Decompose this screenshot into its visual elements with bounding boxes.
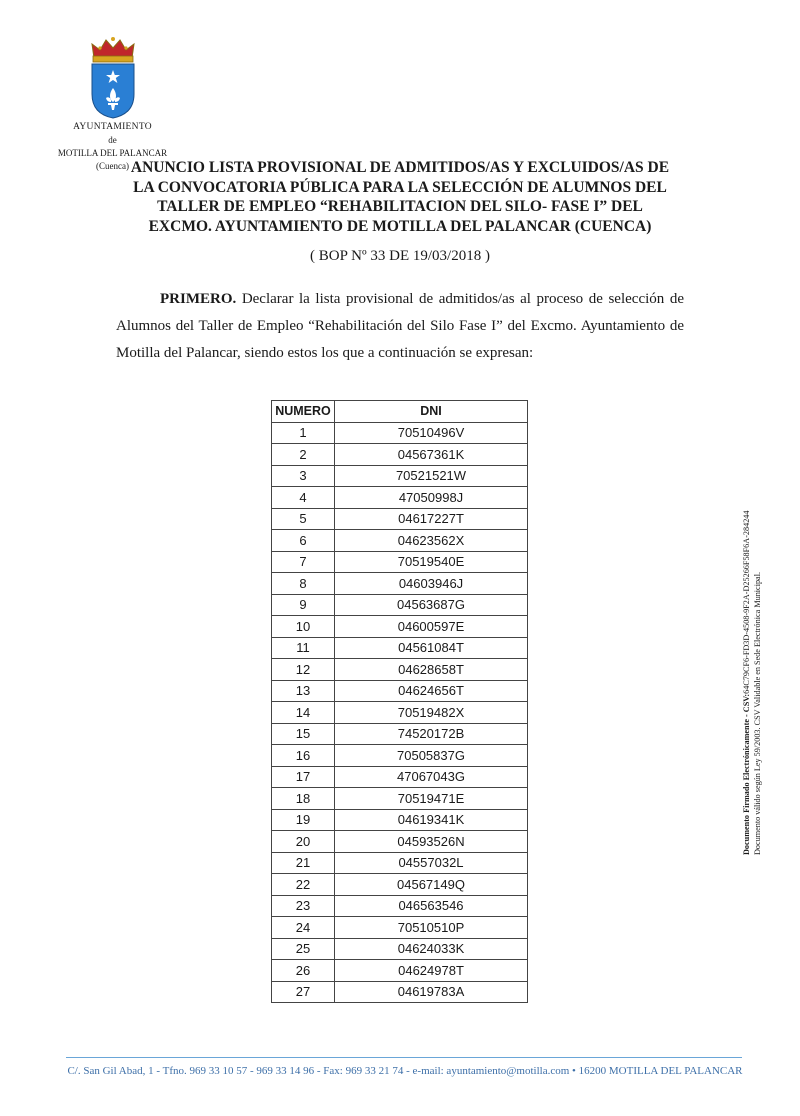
row-number-cell: 5	[272, 508, 335, 530]
row-dni-cell: 04563687G	[335, 594, 528, 616]
row-dni-cell: 70510510P	[335, 917, 528, 939]
table-row	[272, 594, 528, 616]
row-number-cell: 18	[272, 788, 335, 810]
row-number-cell: 1	[272, 422, 335, 444]
row-number-cell: 14	[272, 702, 335, 724]
signature-csv-code: 64C79CF6-FD3D-4508-9F2A-D25266F58F6A-284244	[742, 510, 751, 694]
table-row	[272, 766, 528, 788]
row-dni-cell: 70519482X	[335, 702, 528, 724]
electronic-signature-note	[733, 465, 783, 855]
admitted-list-table	[271, 400, 528, 1003]
row-number-cell: 23	[272, 895, 335, 917]
table-row	[272, 960, 528, 982]
column-header-dni: DNI	[335, 401, 528, 423]
row-dni-cell: 04603946J	[335, 573, 528, 595]
row-dni-cell: 04600597E	[335, 616, 528, 638]
row-dni-cell: 04619341K	[335, 809, 528, 831]
row-number-cell: 13	[272, 680, 335, 702]
row-dni-cell: 04624978T	[335, 960, 528, 982]
table-row	[272, 508, 528, 530]
org-name-line2: de	[108, 135, 117, 145]
org-name-line1: AYUNTAMIENTO	[73, 122, 152, 132]
row-number-cell: 25	[272, 938, 335, 960]
document-title	[110, 158, 690, 236]
row-number-cell: 24	[272, 917, 335, 939]
table-row	[272, 659, 528, 681]
column-header-numero: NUMERO	[272, 401, 335, 423]
table-row	[272, 745, 528, 767]
row-dni-cell: 04617227T	[335, 508, 528, 530]
row-number-cell: 20	[272, 831, 335, 853]
row-number-cell: 8	[272, 573, 335, 595]
table-header-row	[272, 401, 528, 423]
row-number-cell: 4	[272, 487, 335, 509]
row-number-cell: 26	[272, 960, 335, 982]
row-dni-cell: 70519471E	[335, 788, 528, 810]
row-number-cell: 19	[272, 809, 335, 831]
row-number-cell: 7	[272, 551, 335, 573]
title-line2: LA CONVOCATORIA PÚBLICA PARA LA SELECCIÓN DE ALUMNOS DEL	[133, 178, 667, 196]
table-row	[272, 444, 528, 466]
row-dni-cell: 04628658T	[335, 659, 528, 681]
row-dni-cell: 47050998J	[335, 487, 528, 509]
body-paragraph	[116, 286, 684, 367]
row-dni-cell: 04557032L	[335, 852, 528, 874]
row-number-cell: 11	[272, 637, 335, 659]
row-number-cell: 10	[272, 616, 335, 638]
row-number-cell: 12	[272, 659, 335, 681]
row-number-cell: 2	[272, 444, 335, 466]
table-row	[272, 616, 528, 638]
row-dni-cell: 04561084T	[335, 637, 528, 659]
row-dni-cell: 04619783A	[335, 981, 528, 1003]
table-row	[272, 680, 528, 702]
bop-reference: ( BOP Nº 33 DE 19/03/2018 )	[310, 248, 490, 264]
row-dni-cell: 04567149Q	[335, 874, 528, 896]
table-row	[272, 809, 528, 831]
row-dni-cell: 47067043G	[335, 766, 528, 788]
table-row	[272, 831, 528, 853]
paragraph-lead: PRIMERO.	[160, 291, 237, 307]
row-dni-cell: 74520172B	[335, 723, 528, 745]
table-row	[272, 917, 528, 939]
org-name-line3: MOTILLA DEL PALANCAR	[57, 148, 168, 158]
signature-label: Documento Firmado Electrónicamente - CSV:	[742, 693, 751, 855]
row-number-cell: 17	[272, 766, 335, 788]
table-row	[272, 702, 528, 724]
row-dni-cell: 04624033K	[335, 938, 528, 960]
coat-of-arms-icon	[86, 36, 140, 120]
table-row	[272, 852, 528, 874]
table-row	[272, 637, 528, 659]
row-number-cell: 27	[272, 981, 335, 1003]
signature-validity-text: Documento válido según Ley 59/2003. CSV Validable en Sede Electrónica Municipal.	[753, 571, 762, 855]
table-row	[272, 551, 528, 573]
table-row	[272, 465, 528, 487]
row-dni-cell: 70521521W	[335, 465, 528, 487]
row-dni-cell: 04567361K	[335, 444, 528, 466]
table-row	[272, 422, 528, 444]
paragraph-text: Declarar la lista provisional de admitidos/as al proceso de selección de Alumnos del Taller de Empleo “Rehabilitación del Silo Fase I” del Excmo. Ayuntamiento de Motilla del Palancar, siendo estos los que a continuación se expresan:	[116, 291, 684, 361]
table-row	[272, 788, 528, 810]
title-line3: TALLER DE EMPLEO “REHABILITACION DEL SILO- FASE I” DEL	[157, 198, 643, 215]
table-body	[272, 422, 528, 1003]
table-row	[272, 573, 528, 595]
table-row	[272, 530, 528, 552]
row-dni-cell: 70510496V	[335, 422, 528, 444]
row-number-cell: 6	[272, 530, 335, 552]
table-row	[272, 938, 528, 960]
row-dni-cell: 04593526N	[335, 831, 528, 853]
row-number-cell: 3	[272, 465, 335, 487]
row-dni-cell: 046563546	[335, 895, 528, 917]
footer-divider	[66, 1057, 742, 1058]
table-row	[272, 723, 528, 745]
row-number-cell: 15	[272, 723, 335, 745]
row-dni-cell: 70519540E	[335, 551, 528, 573]
title-line1: ANUNCIO LISTA PROVISIONAL DE ADMITIDOS/AS Y EXCLUIDOS/AS DE	[130, 159, 670, 176]
table-row	[272, 487, 528, 509]
row-number-cell: 22	[272, 874, 335, 896]
org-name-line4: (Cuenca)	[96, 161, 129, 171]
row-number-cell: 21	[272, 852, 335, 874]
table-row	[272, 874, 528, 896]
table-row	[272, 981, 528, 1003]
row-dni-cell: 04624656T	[335, 680, 528, 702]
row-number-cell: 16	[272, 745, 335, 767]
title-line4: EXCMO. AYUNTAMIENTO DE MOTILLA DEL PALANCAR (CUENCA)	[148, 217, 652, 235]
row-dni-cell: 04623562X	[335, 530, 528, 552]
row-number-cell: 9	[272, 594, 335, 616]
table-row	[272, 895, 528, 917]
row-dni-cell: 70505837G	[335, 745, 528, 767]
footer-contact: C/. San Gil Abad, 1 - Tfno. 969 33 10 57 - 969 33 14 96 - Fax: 969 33 21 74 - e-mail: ayuntamiento@motilla.com • 16200 MOTILLA DEL PALANCAR	[67, 1065, 743, 1077]
